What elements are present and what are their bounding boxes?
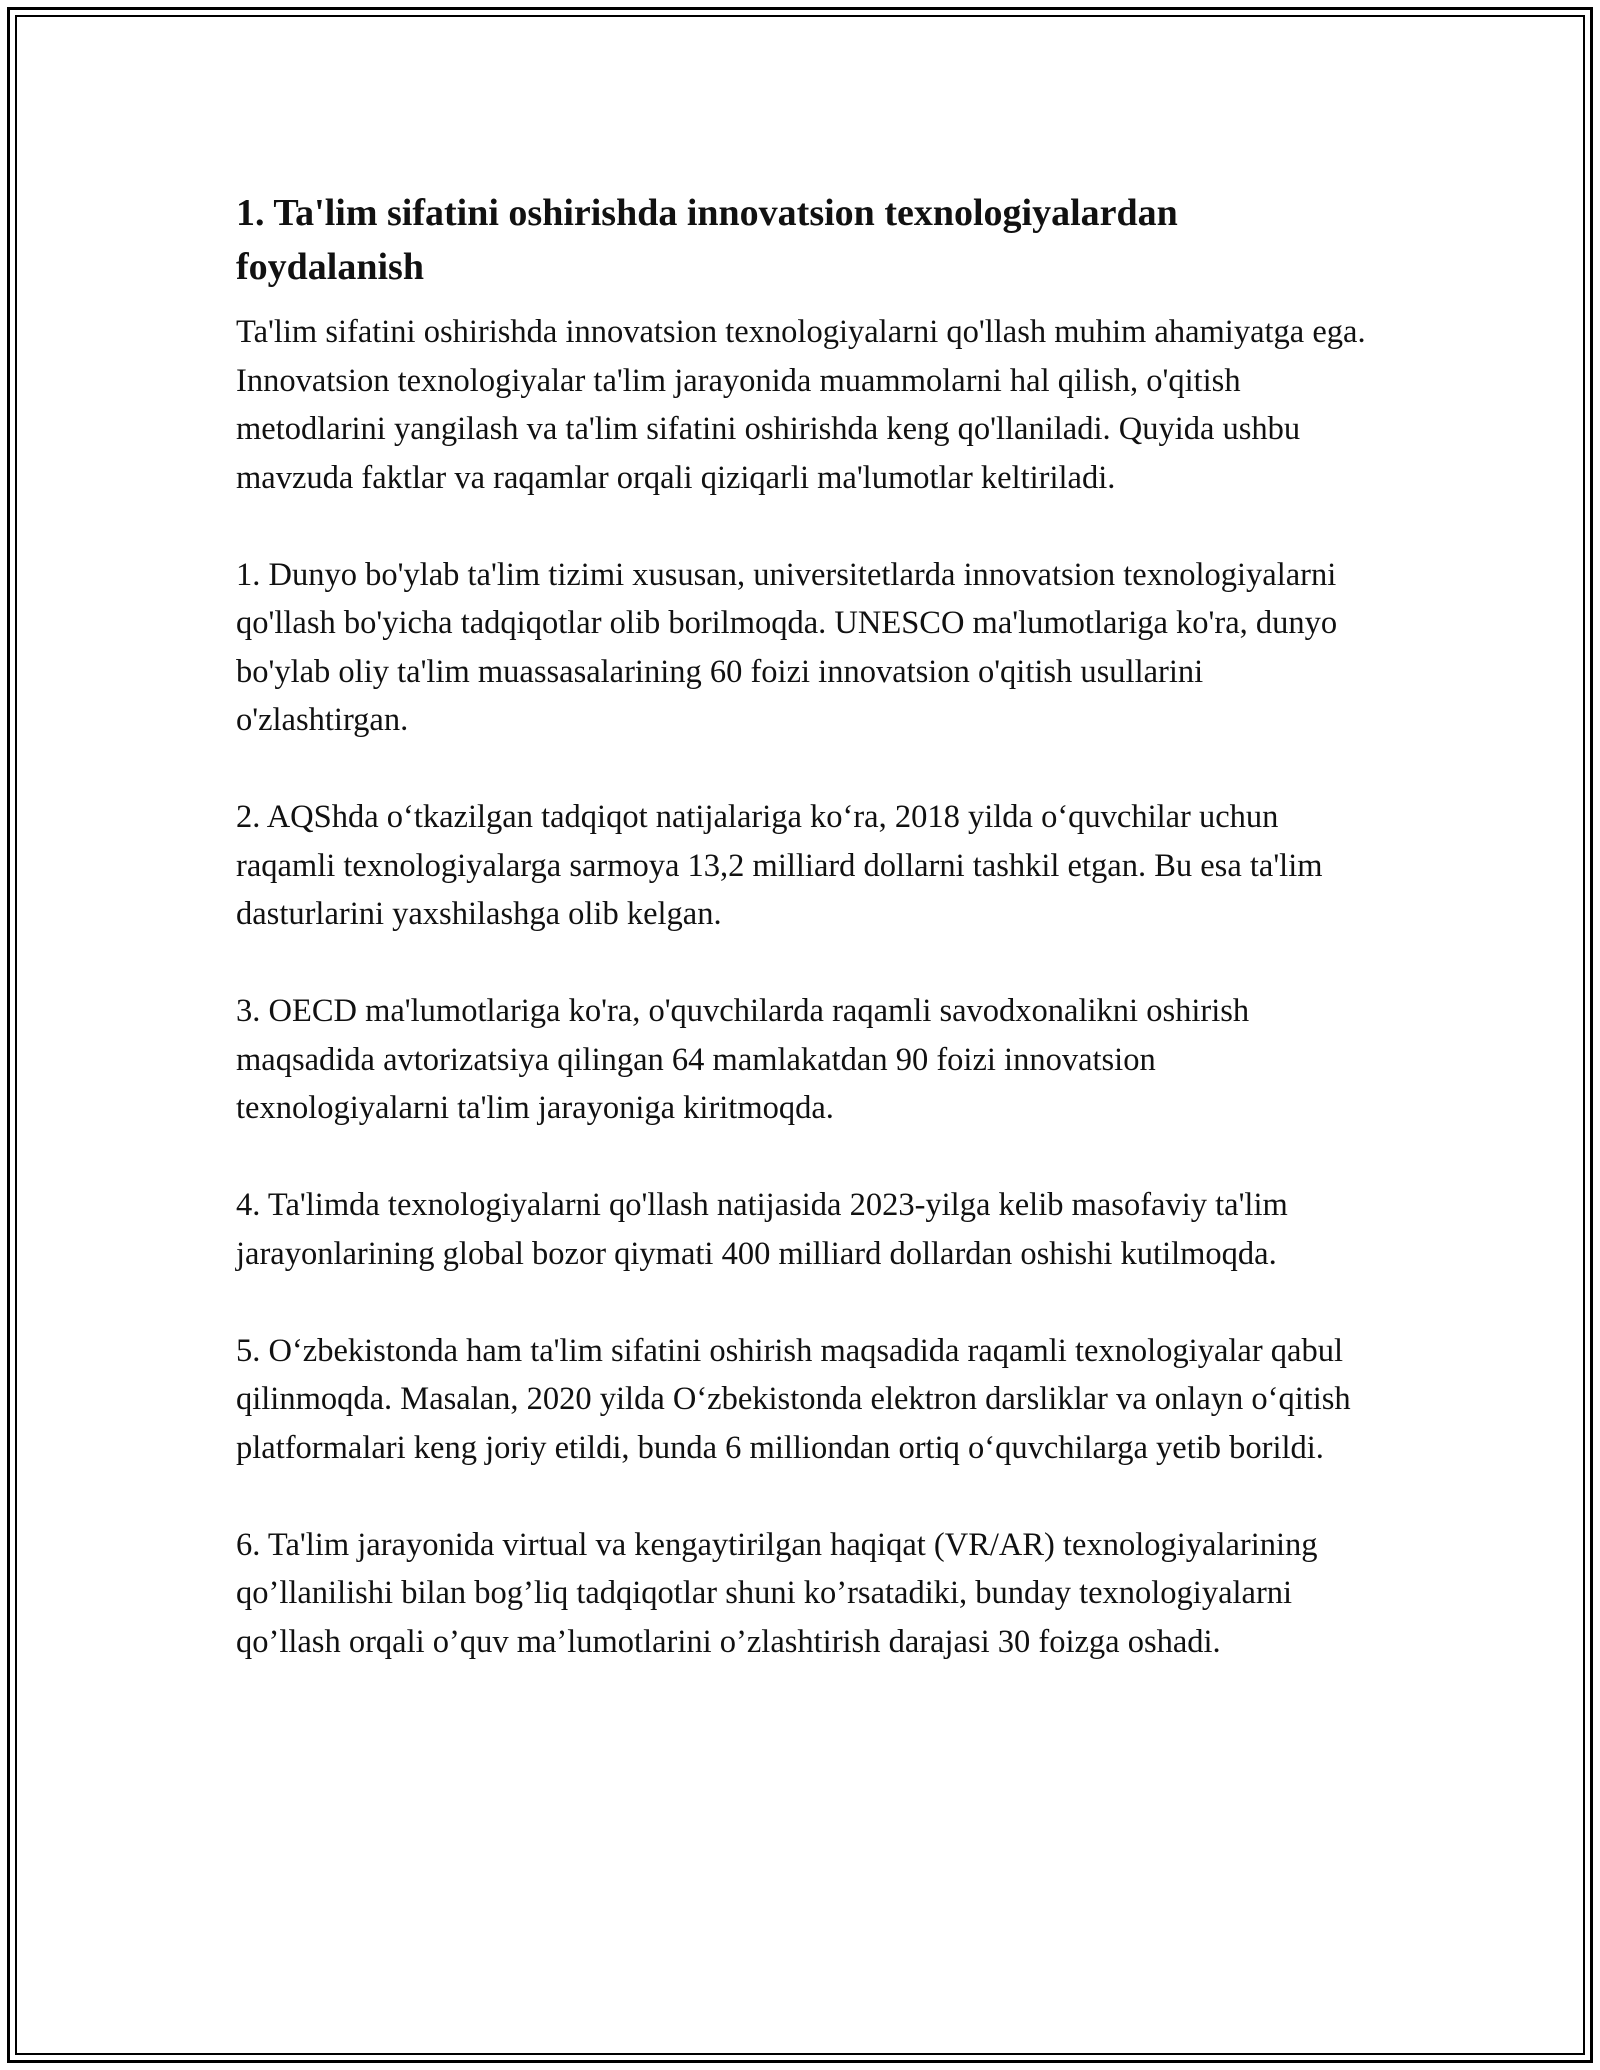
fact-item-4: 4. Ta'limda texnologiyalarni qo'llash natijasida 2023-yilga kelib masofaviy ta'lim jarayonlarining global bozor qiymati 400 milliard dollardan oshishi kutilmoqda. xyxy=(236,1187,1288,1272)
fact-item-5: 5. Oʻzbekistonda ham ta'lim sifatini oshirish maqsadida raqamli texnologiyalar qabul qilinmoqda. Masalan, 2020 yilda Oʻzbekistonda elektron darsliklar va onlayn oʻqitish platformalari keng joriy etildi, bunda 6 milliondan ortiq oʻquvchilarga yetib borildi. xyxy=(236,1332,1351,1466)
fact-item-6: 6. Ta'lim jarayonida virtual va kengaytirilgan haqiqat (VR/AR) texnologiyalarining qo’llanilishi bilan bog’liq tadqiqotlar shuni ko’rsatadiki, bunday texnologiyalarni qo’llash orqali o’quv ma’lumotlarini o’zlashtirish darajasi 30 foizga oshadi. xyxy=(236,1526,1318,1660)
document-title: 1. Ta'lim sifatini oshirishda innovatsion texnologiyalardan foydalanish xyxy=(236,192,1178,288)
fact-item-2: 2. AQShda oʻtkazilgan tadqiqot natijalariga koʻra, 2018 yilda oʻquvchilar uchun raqamli texnologiyalarga sarmoya 13,2 milliard dollarni tashkil etgan. Bu esa ta'lim dasturlarini yaxshilashga olib kelgan. xyxy=(236,799,1323,932)
document-body xyxy=(236,186,1366,1666)
fact-item-1: 1. Dunyo bo'ylab ta'lim tizimi xususan, universitetlarda innovatsion texnologiyalarni qo'llash bo'yicha tadqiqotlar olib borilmoqda. UNESCO ma'lumotlariga ko'ra, dunyo bo'ylab oliy ta'lim muassasalarining 60 foizi innovatsion o'qitish usullarini o'zlashtirgan. xyxy=(236,556,1338,738)
intro-paragraph: Ta'lim sifatini oshirishda innovatsion texnologiyalarni qo'llash muhim ahamiyatga ega. Innovatsion texnologiyalar ta'lim jarayonida muammolarni hal qilish, o'qitish metodlarini yangilash va ta'lim sifatini oshirishda keng qo'llaniladi. Quyida ushbu mavzuda faktlar va raqamlar orqali qiziqarli ma'lumotlar keltiriladi. xyxy=(236,314,1366,496)
fact-item-3: 3. OECD ma'lumotlariga ko'ra, o'quvchilarda raqamli savodxonalikni oshirish maqsadida avtorizatsiya qilingan 64 mamlakatdan 90 foizi innovatsion texnologiyalarni ta'lim jarayoniga kiritmoqda. xyxy=(236,993,1250,1126)
